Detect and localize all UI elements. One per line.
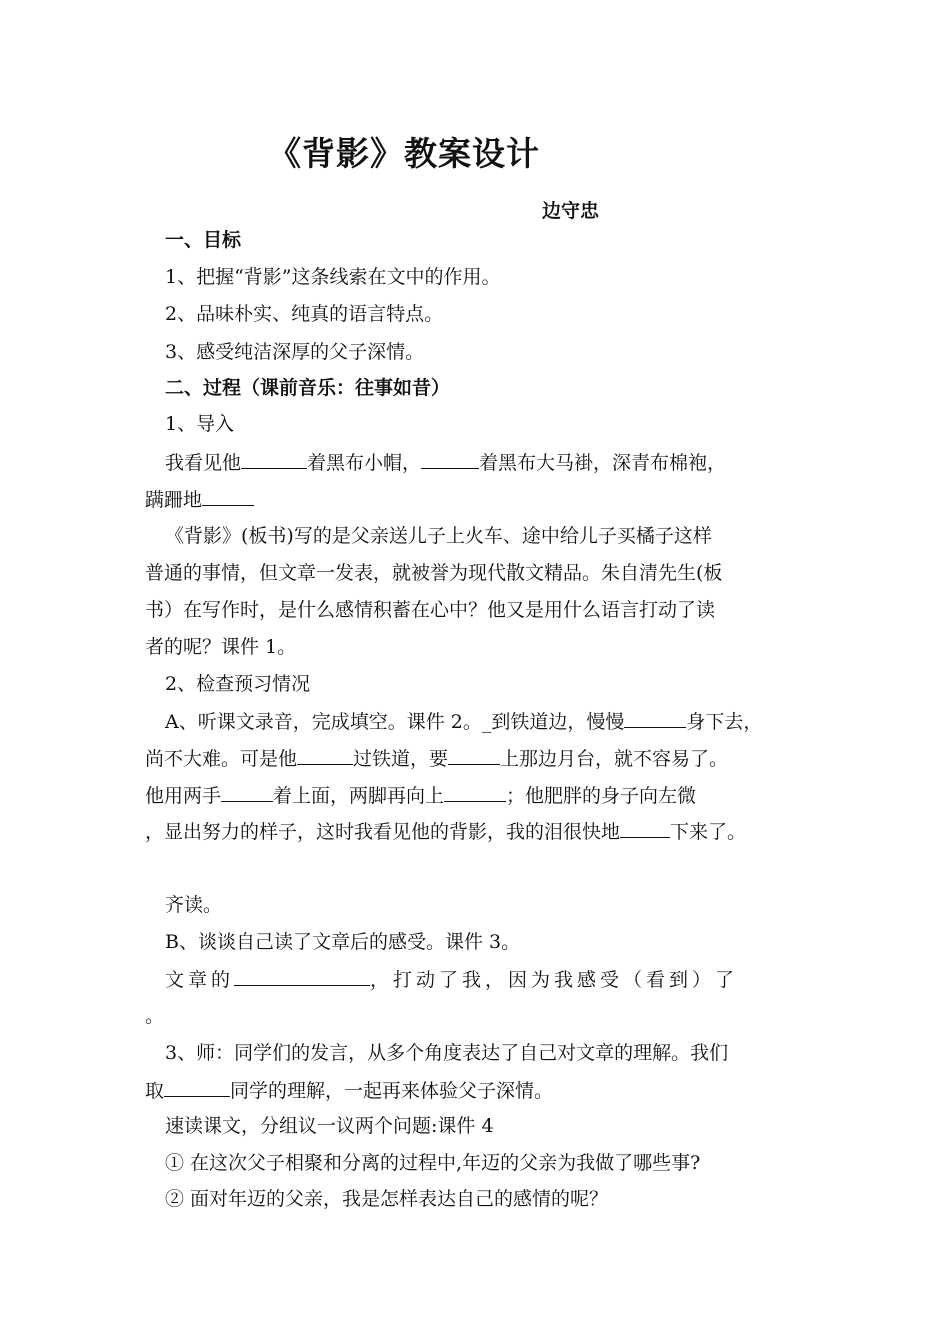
fill-blank <box>234 967 370 986</box>
teacher-line <box>145 1078 825 1103</box>
speed-read-instruction: 速读课文，分组议一议两个问题:课件 4 <box>165 1115 494 1137</box>
intro-fill-line <box>165 450 845 475</box>
text-segment: 尚不大难。可是他 <box>145 748 298 770</box>
teacher-line: 3、师：同学们的发言，从多个角度表达了自己对文章的理解。我们 <box>165 1042 729 1064</box>
text-segment: 我看见他 <box>165 452 242 474</box>
text-segment: 他用两手 <box>145 785 222 807</box>
intro-fill-line <box>145 487 825 512</box>
fill-blank <box>624 709 686 728</box>
fill-blank <box>448 746 500 765</box>
text-segment: ，打动了我，因为我感受（看到）了 <box>370 969 739 991</box>
fill-blank <box>444 783 506 802</box>
text-segment: 着上面，两脚再向上 <box>273 785 445 807</box>
feeling-end: 。 <box>145 1005 165 1027</box>
check-label: 2、检查预习情况 <box>165 673 311 695</box>
author-name: 边守忠 <box>542 200 600 222</box>
text-segment: 同学的理解，一起再来体验父子深情。 <box>230 1080 554 1102</box>
text-segment: ，显出努力的样子，这时我看见他的背影，我的泪很快地 <box>145 821 621 843</box>
section-heading-process: 二、过程（课前音乐：往事如昔） <box>165 377 451 399</box>
text-segment: ；他肥胖的身子向左微 <box>506 785 697 807</box>
question-1: ① 在这次父子相聚和分离的过程中,年迈的父亲为我做了哪些事? <box>165 1152 701 1174</box>
document-title: 《背影》教案设计 <box>268 134 540 173</box>
text-segment: 着黑布小帽， <box>307 452 422 474</box>
fill-blank <box>164 1078 230 1097</box>
text-segment: 上那边月台，就不容易了。 <box>500 748 729 770</box>
fill-blank <box>421 450 479 469</box>
text-segment: 身下去， <box>686 711 763 733</box>
fill-blank <box>620 819 670 838</box>
cloze-line <box>145 783 825 808</box>
cloze-line <box>145 819 825 844</box>
text-segment: 过铁道，要 <box>353 748 449 770</box>
text-segment: 下来了。 <box>670 821 747 843</box>
text-segment: 蹒跚地 <box>145 489 203 511</box>
feeling-fill-line <box>165 967 845 992</box>
intro-label: 1、导入 <box>165 413 235 435</box>
goal-item: 1、把握“背影”这条线索在文中的作用。 <box>165 266 501 288</box>
feeling-prompt: B、谈谈自己读了文章后的感受。课件 3。 <box>165 931 521 953</box>
cloze-line <box>165 709 845 734</box>
paragraph-line: 书）在写作时，是什么感情积蓄在心中？他又是用什么语言打动了读 <box>145 599 716 621</box>
question-2: ② 面对年迈的父亲，我是怎样表达自己的感情的呢？ <box>165 1188 609 1210</box>
fill-blank <box>202 487 254 506</box>
fill-blank <box>297 746 353 765</box>
fill-blank <box>241 450 307 469</box>
paragraph-line: 《背影》(板书)写的是父亲送儿子上火车、途中给儿子买橘子这样 <box>165 525 712 547</box>
fill-blank <box>221 783 273 802</box>
goal-item: 3、感受纯洁深厚的父子深情。 <box>165 341 425 363</box>
cloze-line <box>145 746 825 771</box>
text-segment: A、听课文录音，完成填空。课件 2。_到铁道边，慢慢 <box>165 711 625 733</box>
section-heading-goals: 一、目标 <box>165 229 242 251</box>
read-together: 齐读。 <box>165 894 223 916</box>
text-segment: 着黑布大马褂，深青布棉袍， <box>479 452 727 474</box>
text-segment: 文章的 <box>165 969 235 991</box>
text-segment: 取 <box>145 1080 165 1102</box>
paragraph-line: 普通的事情，但文章一发表，就被誉为现代散文精品。朱自清先生(板 <box>145 562 723 584</box>
paragraph-line: 者的呢？课件 1。 <box>145 636 297 658</box>
goal-item: 2、品味朴实、纯真的语言特点。 <box>165 303 444 325</box>
